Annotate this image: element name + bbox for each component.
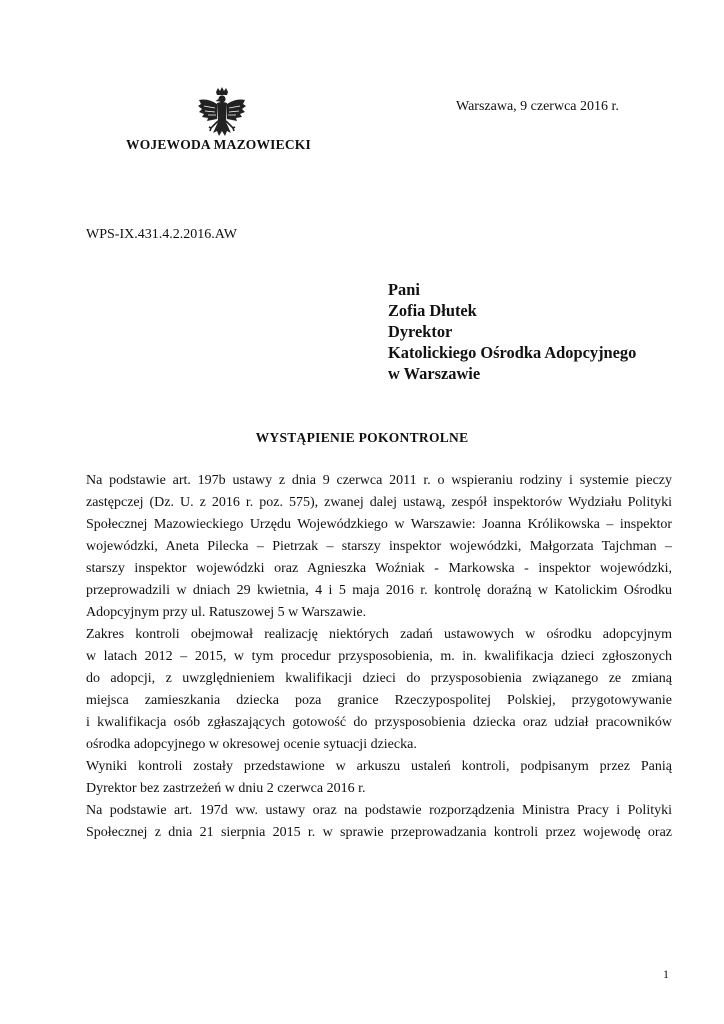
body-line: zastępczej (Dz. U. z 2016 r. poz. 575), zwanej dalej ustawą, zespół inspektorów Wydziału Polityki: [86, 495, 672, 510]
addressee-line: Katolickiego Ośrodka Adopcyjnego: [388, 343, 637, 362]
body-line: Na podstawie art. 197b ustawy z dnia 9 czerwca 2011 r. o wspieraniu rodziny i systemie pieczy: [86, 473, 672, 488]
authority-name: WOJEWODA MAZOWIECKI: [126, 137, 311, 152]
document-date: Warszawa, 9 czerwca 2016 r.: [456, 99, 619, 114]
body-line: i kwalifikacja osób zgłaszających gotowość do przysposobienia dziecka oraz udział pracowników: [86, 715, 672, 730]
body-line: Społecznej z dnia 21 sierpnia 2015 r. w sprawie przeprowadzania kontroli przez wojewodę oraz: [86, 825, 672, 840]
body-line: Społecznej Mazowieckiego Urzędu Wojewódzkiego w Warszawie: Joanna Królikowska – inspektor: [86, 517, 672, 532]
body-line: Wyniki kontroli zostały przedstawione w arkuszu ustaleń kontroli, podpisanym przez Panią: [86, 759, 672, 774]
addressee-line: Dyrektor: [388, 322, 453, 341]
body-line: Dyrektor bez zastrzeżeń w dniu 2 czerwca 2016 r.: [86, 781, 366, 796]
addressee-line: Pani: [388, 280, 420, 299]
body-line: w latach 2012 – 2015, w tym procedur przysposobienia, m. in. kwalifikacja dzieci zgłoszonych: [86, 649, 672, 664]
body-line: starszy inspektor wojewódzki oraz Agnieszka Woźniak - Markowska - inspektor wojewódzki,: [86, 561, 672, 576]
reference-number: WPS-IX.431.4.2.2016.AW: [86, 227, 237, 242]
body-line: ośrodka adopcyjnego w okresowej ocenie sytuacji dziecka.: [86, 737, 417, 752]
addressee-line: Zofia Dłutek: [388, 301, 477, 320]
body-line: do adopcji, z uwzględnieniem kwalifikacji dzieci do przysposobienia związanego ze zmianą: [86, 671, 672, 686]
body-line: miejsca zamieszkania dziecka poza granice Rzeczypospolitej Polskiej, przygotowywanie: [86, 693, 672, 708]
polish-eagle-emblem-icon: [196, 86, 248, 144]
document-title: WYSTĄPIENIE POKONTROLNE: [255, 430, 469, 445]
body-line: przeprowadzili w dniach 29 kwietnia, 4 i 5 maja 2016 r. kontrolę doraźną w Katolickim Ośrodku: [86, 583, 672, 598]
addressee-line: w Warszawie: [388, 364, 481, 383]
body-line: Na podstawie art. 197d ww. ustawy oraz na podstawie rozporządzenia Ministra Pracy i Polityki: [86, 803, 672, 818]
body-text: [86, 470, 672, 844]
body-line: Zakres kontroli obejmował realizację niektórych zadań ustawowych w ośrodku adopcyjnym: [86, 627, 672, 642]
body-line: Adopcyjnym przy ul. Ratuszowej 5 w Warszawie.: [86, 605, 367, 620]
page-number: 1: [663, 967, 669, 981]
addressee-block: [388, 279, 636, 384]
body-line: wojewódzki, Aneta Pilecka – Pietrzak – starszy inspektor wojewódzki, Małgorzata Tajchman –: [86, 539, 672, 554]
